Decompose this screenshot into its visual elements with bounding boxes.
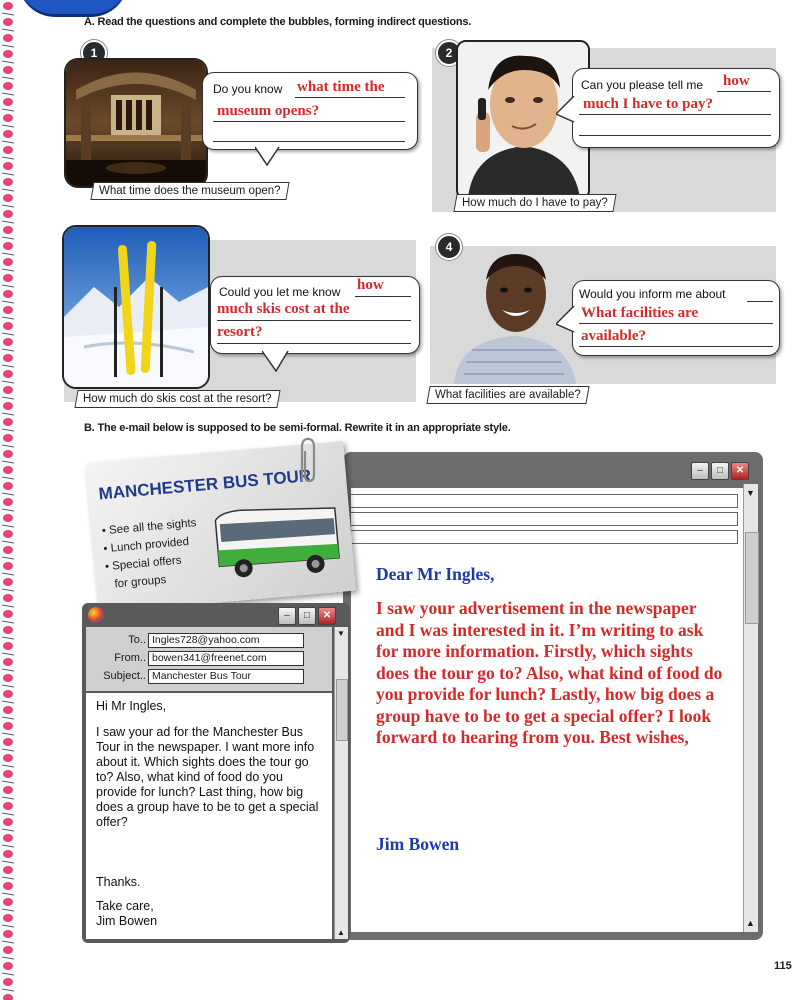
binding-wire	[2, 557, 14, 559]
binding-ring	[3, 2, 13, 10]
spiral-binding	[0, 0, 18, 1000]
binding-ring	[3, 754, 13, 762]
original-body-text: I saw your ad for the Manchester Bus Tour in the newspaper. I want more info about it. Which sights does the tour go to? Also, what kind of food do you provide for lunch? Last thing, how big does a group have to be to get a special offer?	[96, 725, 319, 829]
answer-line	[717, 91, 771, 92]
binding-wire	[2, 781, 14, 783]
scrollbar[interactable]	[743, 484, 758, 932]
binding-wire	[2, 797, 14, 799]
answer-line	[355, 296, 411, 297]
bus-icon	[211, 500, 347, 583]
binding-wire	[2, 621, 14, 623]
binding-wire	[2, 941, 14, 943]
binding-ring	[3, 866, 13, 874]
bubble-1-tail	[255, 146, 285, 166]
bubble-3-tail	[262, 350, 292, 372]
binding-wire	[2, 813, 14, 815]
from-field[interactable]: bowen341@freenet.com	[148, 651, 304, 666]
binding-wire	[2, 269, 14, 271]
binding-ring	[3, 162, 13, 170]
binding-wire	[2, 397, 14, 399]
binding-wire	[2, 861, 14, 863]
binding-wire	[2, 877, 14, 879]
binding-wire	[2, 333, 14, 335]
binding-wire	[2, 365, 14, 367]
subject-field[interactable]: Manchester Bus Tour	[148, 669, 304, 684]
flyer-title: MANCHESTER BUS TOUR	[97, 465, 312, 504]
binding-ring	[3, 114, 13, 122]
speech-bubble-4	[572, 280, 780, 356]
bubble-3-prompt: Could you let me know	[219, 285, 341, 299]
binding-ring	[3, 914, 13, 922]
original-signoff: Take care,	[96, 899, 154, 913]
binding-wire	[2, 669, 14, 671]
binding-wire	[2, 13, 14, 15]
scroll-down-arrow-icon[interactable]: ▲	[337, 928, 345, 937]
flyer-bullet: • Lunch provided	[102, 535, 190, 556]
bubble-2-answer-line1: how	[723, 73, 750, 89]
original-greeting: Hi Mr Ingles,	[96, 699, 167, 713]
binding-ring	[3, 786, 13, 794]
bubble-2-prompt: Can you please tell me	[581, 78, 704, 92]
binding-wire	[2, 221, 14, 223]
bubble-1-answer-line1: what time the	[297, 79, 385, 95]
binding-wire	[2, 237, 14, 239]
binding-ring	[3, 274, 13, 282]
binding-wire	[2, 173, 14, 175]
binding-wire	[2, 957, 14, 959]
binding-ring	[3, 722, 13, 730]
rewritten-email-body[interactable]	[351, 488, 755, 932]
binding-wire	[2, 829, 14, 831]
bubble-2-answer-line2: much I have to pay?	[583, 96, 714, 112]
binding-wire	[2, 509, 14, 511]
paperclip-icon	[296, 437, 320, 487]
binding-ring	[3, 210, 13, 218]
binding-ring	[3, 482, 13, 490]
header-field-1	[351, 494, 738, 508]
binding-wire	[2, 461, 14, 463]
answer-line	[579, 114, 771, 115]
section-b-instruction: B. The e-mail below is supposed to be semi-formal. Rewrite it in an appropriate style.	[84, 422, 511, 434]
binding-ring	[3, 98, 13, 106]
binding-wire	[2, 109, 14, 111]
museum-photo	[64, 58, 208, 188]
skis-photo	[62, 225, 210, 389]
binding-wire	[2, 925, 14, 927]
close-button[interactable]: ✕	[731, 462, 749, 480]
bubble-2-tail	[556, 96, 576, 126]
binding-ring	[3, 322, 13, 330]
email-app-icon	[88, 607, 104, 623]
binding-wire	[2, 317, 14, 319]
binding-wire	[2, 909, 14, 911]
binding-ring	[3, 818, 13, 826]
answer-line	[295, 97, 405, 98]
binding-wire	[2, 653, 14, 655]
binding-ring	[3, 402, 13, 410]
binding-ring	[3, 898, 13, 906]
answer-line	[213, 141, 405, 142]
binding-wire	[2, 301, 14, 303]
binding-ring	[3, 642, 13, 650]
binding-wire	[2, 349, 14, 351]
item-1-caption	[90, 182, 289, 200]
scroll-up-arrow-icon[interactable]: ▼	[337, 629, 345, 638]
original-signature: Jim Bowen	[96, 914, 158, 928]
binding-wire	[2, 413, 14, 415]
bubble-3-answer-line3: resort?	[217, 324, 263, 340]
item-2-caption	[453, 194, 616, 212]
binding-wire	[2, 973, 14, 975]
maximize-button[interactable]: □	[711, 462, 729, 480]
binding-ring	[3, 306, 13, 314]
binding-ring	[3, 882, 13, 890]
flyer-bullet: • See all the sights	[101, 517, 197, 538]
binding-ring	[3, 706, 13, 714]
binding-ring	[3, 194, 13, 202]
answer-line	[579, 346, 773, 347]
museum-hall-image	[66, 60, 206, 186]
close-button[interactable]: ✕	[318, 607, 336, 625]
binding-ring	[3, 690, 13, 698]
binding-ring	[3, 450, 13, 458]
binding-ring	[3, 178, 13, 186]
binding-ring	[3, 530, 13, 538]
page-tab-decoration	[18, 0, 128, 17]
bubble-4-tail	[556, 306, 576, 336]
original-email-window	[82, 603, 350, 943]
binding-wire	[2, 189, 14, 191]
binding-wire	[2, 605, 14, 607]
binding-ring	[3, 338, 13, 346]
item-1-caption-text: What time does the museum open?	[99, 185, 281, 197]
binding-wire	[2, 749, 14, 751]
binding-wire	[2, 125, 14, 127]
skis-in-snow-image	[64, 227, 208, 387]
binding-wire	[2, 29, 14, 31]
binding-wire	[2, 573, 14, 575]
subject-label: Subject..	[103, 670, 146, 682]
from-label: From..	[114, 652, 146, 664]
binding-wire	[2, 845, 14, 847]
item-3-caption-text: How much do skis cost at the resort?	[83, 393, 272, 405]
answer-line	[579, 323, 773, 324]
binding-ring	[3, 434, 13, 442]
answer-line	[217, 343, 411, 344]
binding-ring	[3, 930, 13, 938]
bubble-1-answer-line2: museum opens?	[217, 103, 320, 119]
binding-wire	[2, 477, 14, 479]
scroll-up-arrow-icon[interactable]: ▼	[746, 488, 755, 498]
binding-ring	[3, 498, 13, 506]
item-4-number: 4	[436, 234, 462, 260]
binding-wire	[2, 717, 14, 719]
binding-wire	[2, 285, 14, 287]
binding-wire	[2, 205, 14, 207]
binding-ring	[3, 258, 13, 266]
binding-ring	[3, 66, 13, 74]
binding-wire	[2, 429, 14, 431]
original-thanks: Thanks.	[96, 875, 141, 889]
binding-ring	[3, 418, 13, 426]
binding-ring	[3, 994, 13, 1000]
binding-ring	[3, 82, 13, 90]
binding-wire	[2, 93, 14, 95]
binding-ring	[3, 674, 13, 682]
item-1-number: 1	[81, 40, 107, 66]
binding-ring	[3, 50, 13, 58]
flyer-bullet: for groups	[114, 574, 167, 591]
binding-wire	[2, 637, 14, 639]
binding-ring	[3, 802, 13, 810]
binding-wire	[2, 701, 14, 703]
binding-wire	[2, 381, 14, 383]
binding-ring	[3, 226, 13, 234]
to-label: To..	[128, 634, 146, 646]
binding-ring	[3, 626, 13, 634]
speech-bubble-2	[572, 68, 780, 148]
binding-wire	[2, 157, 14, 159]
header-field-3	[351, 530, 738, 544]
binding-ring	[3, 18, 13, 26]
email-greeting: Dear Mr Ingles,	[376, 564, 495, 584]
binding-wire	[2, 541, 14, 543]
binding-ring	[3, 978, 13, 986]
answer-line	[213, 121, 405, 122]
bubble-4-answer-line1: What facilities are	[581, 305, 699, 321]
item-4-caption	[426, 386, 589, 404]
binding-wire	[2, 61, 14, 63]
binding-wire	[2, 493, 14, 495]
bubble-1-prompt: Do you know	[213, 82, 283, 96]
bubble-3-answer-line1: how	[357, 277, 384, 293]
answer-line	[579, 135, 771, 136]
page-number: 115	[774, 960, 792, 972]
binding-wire	[2, 77, 14, 79]
binding-wire	[2, 733, 14, 735]
flyer-bullets	[101, 513, 217, 594]
minimize-button[interactable]: ‒	[691, 462, 709, 480]
answer-line	[217, 320, 411, 321]
binding-ring	[3, 370, 13, 378]
binding-ring	[3, 770, 13, 778]
item-2-number: 2	[436, 40, 462, 66]
binding-ring	[3, 834, 13, 842]
binding-ring	[3, 610, 13, 618]
answer-line	[747, 301, 773, 302]
binding-wire	[2, 253, 14, 255]
binding-ring	[3, 962, 13, 970]
speech-bubble-1	[202, 72, 418, 150]
binding-ring	[3, 546, 13, 554]
binding-ring	[3, 562, 13, 570]
binding-wire	[2, 685, 14, 687]
binding-wire	[2, 765, 14, 767]
binding-ring	[3, 578, 13, 586]
binding-ring	[3, 946, 13, 954]
maximize-button[interactable]: □	[298, 607, 316, 625]
to-field[interactable]: Ingles728@yahoo.com	[148, 633, 304, 648]
binding-wire	[2, 445, 14, 447]
binding-ring	[3, 242, 13, 250]
binding-ring	[3, 34, 13, 42]
binding-ring	[3, 146, 13, 154]
bubble-3-answer-line2: much skis cost at the	[217, 301, 350, 317]
bubble-4-answer-line2: available?	[581, 328, 647, 344]
binding-ring	[3, 386, 13, 394]
email-signature: Jim Bowen	[376, 834, 460, 854]
email-header-panel	[86, 627, 332, 691]
binding-ring	[3, 354, 13, 362]
binding-ring	[3, 290, 13, 298]
email-body-text: I saw your advertisement in the newspaper and I was interested in it. I’m writing to ask for more information. Firstly, which sights does the tour go to? Also, what kind of food do you provide for lunch? Lastly, how big does a group have to be to get a special offer? I look forward to hearing from you. Best wishes,	[376, 598, 723, 747]
binding-wire	[2, 589, 14, 591]
binding-ring	[3, 594, 13, 602]
binding-wire	[2, 45, 14, 47]
binding-wire	[2, 893, 14, 895]
section-a-instruction: A. Read the questions and complete the bubbles, forming indirect questions.	[84, 16, 472, 28]
item-4-caption-text: What facilities are available?	[435, 389, 581, 401]
binding-ring	[3, 738, 13, 746]
item-3-caption	[74, 390, 280, 408]
minimize-button[interactable]: ‒	[278, 607, 296, 625]
speech-bubble-3	[210, 276, 420, 354]
binding-ring	[3, 466, 13, 474]
rewritten-email-window	[343, 452, 763, 940]
scroll-thumb[interactable]	[745, 532, 759, 624]
scroll-thumb[interactable]	[336, 679, 348, 741]
binding-ring	[3, 658, 13, 666]
original-scrollbar[interactable]	[334, 627, 348, 939]
scroll-down-arrow-icon[interactable]: ▲	[746, 918, 755, 928]
item-2-caption-text: How much do I have to pay?	[462, 197, 608, 209]
original-email-body[interactable]	[86, 693, 332, 939]
binding-wire	[2, 141, 14, 143]
flyer-bullet: • Special offers	[104, 554, 182, 574]
binding-wire	[2, 525, 14, 527]
binding-ring	[3, 514, 13, 522]
binding-ring	[3, 130, 13, 138]
binding-ring	[3, 850, 13, 858]
header-field-2	[351, 512, 738, 526]
bubble-4-prompt: Would you inform me about	[579, 287, 726, 301]
binding-wire	[2, 989, 14, 991]
